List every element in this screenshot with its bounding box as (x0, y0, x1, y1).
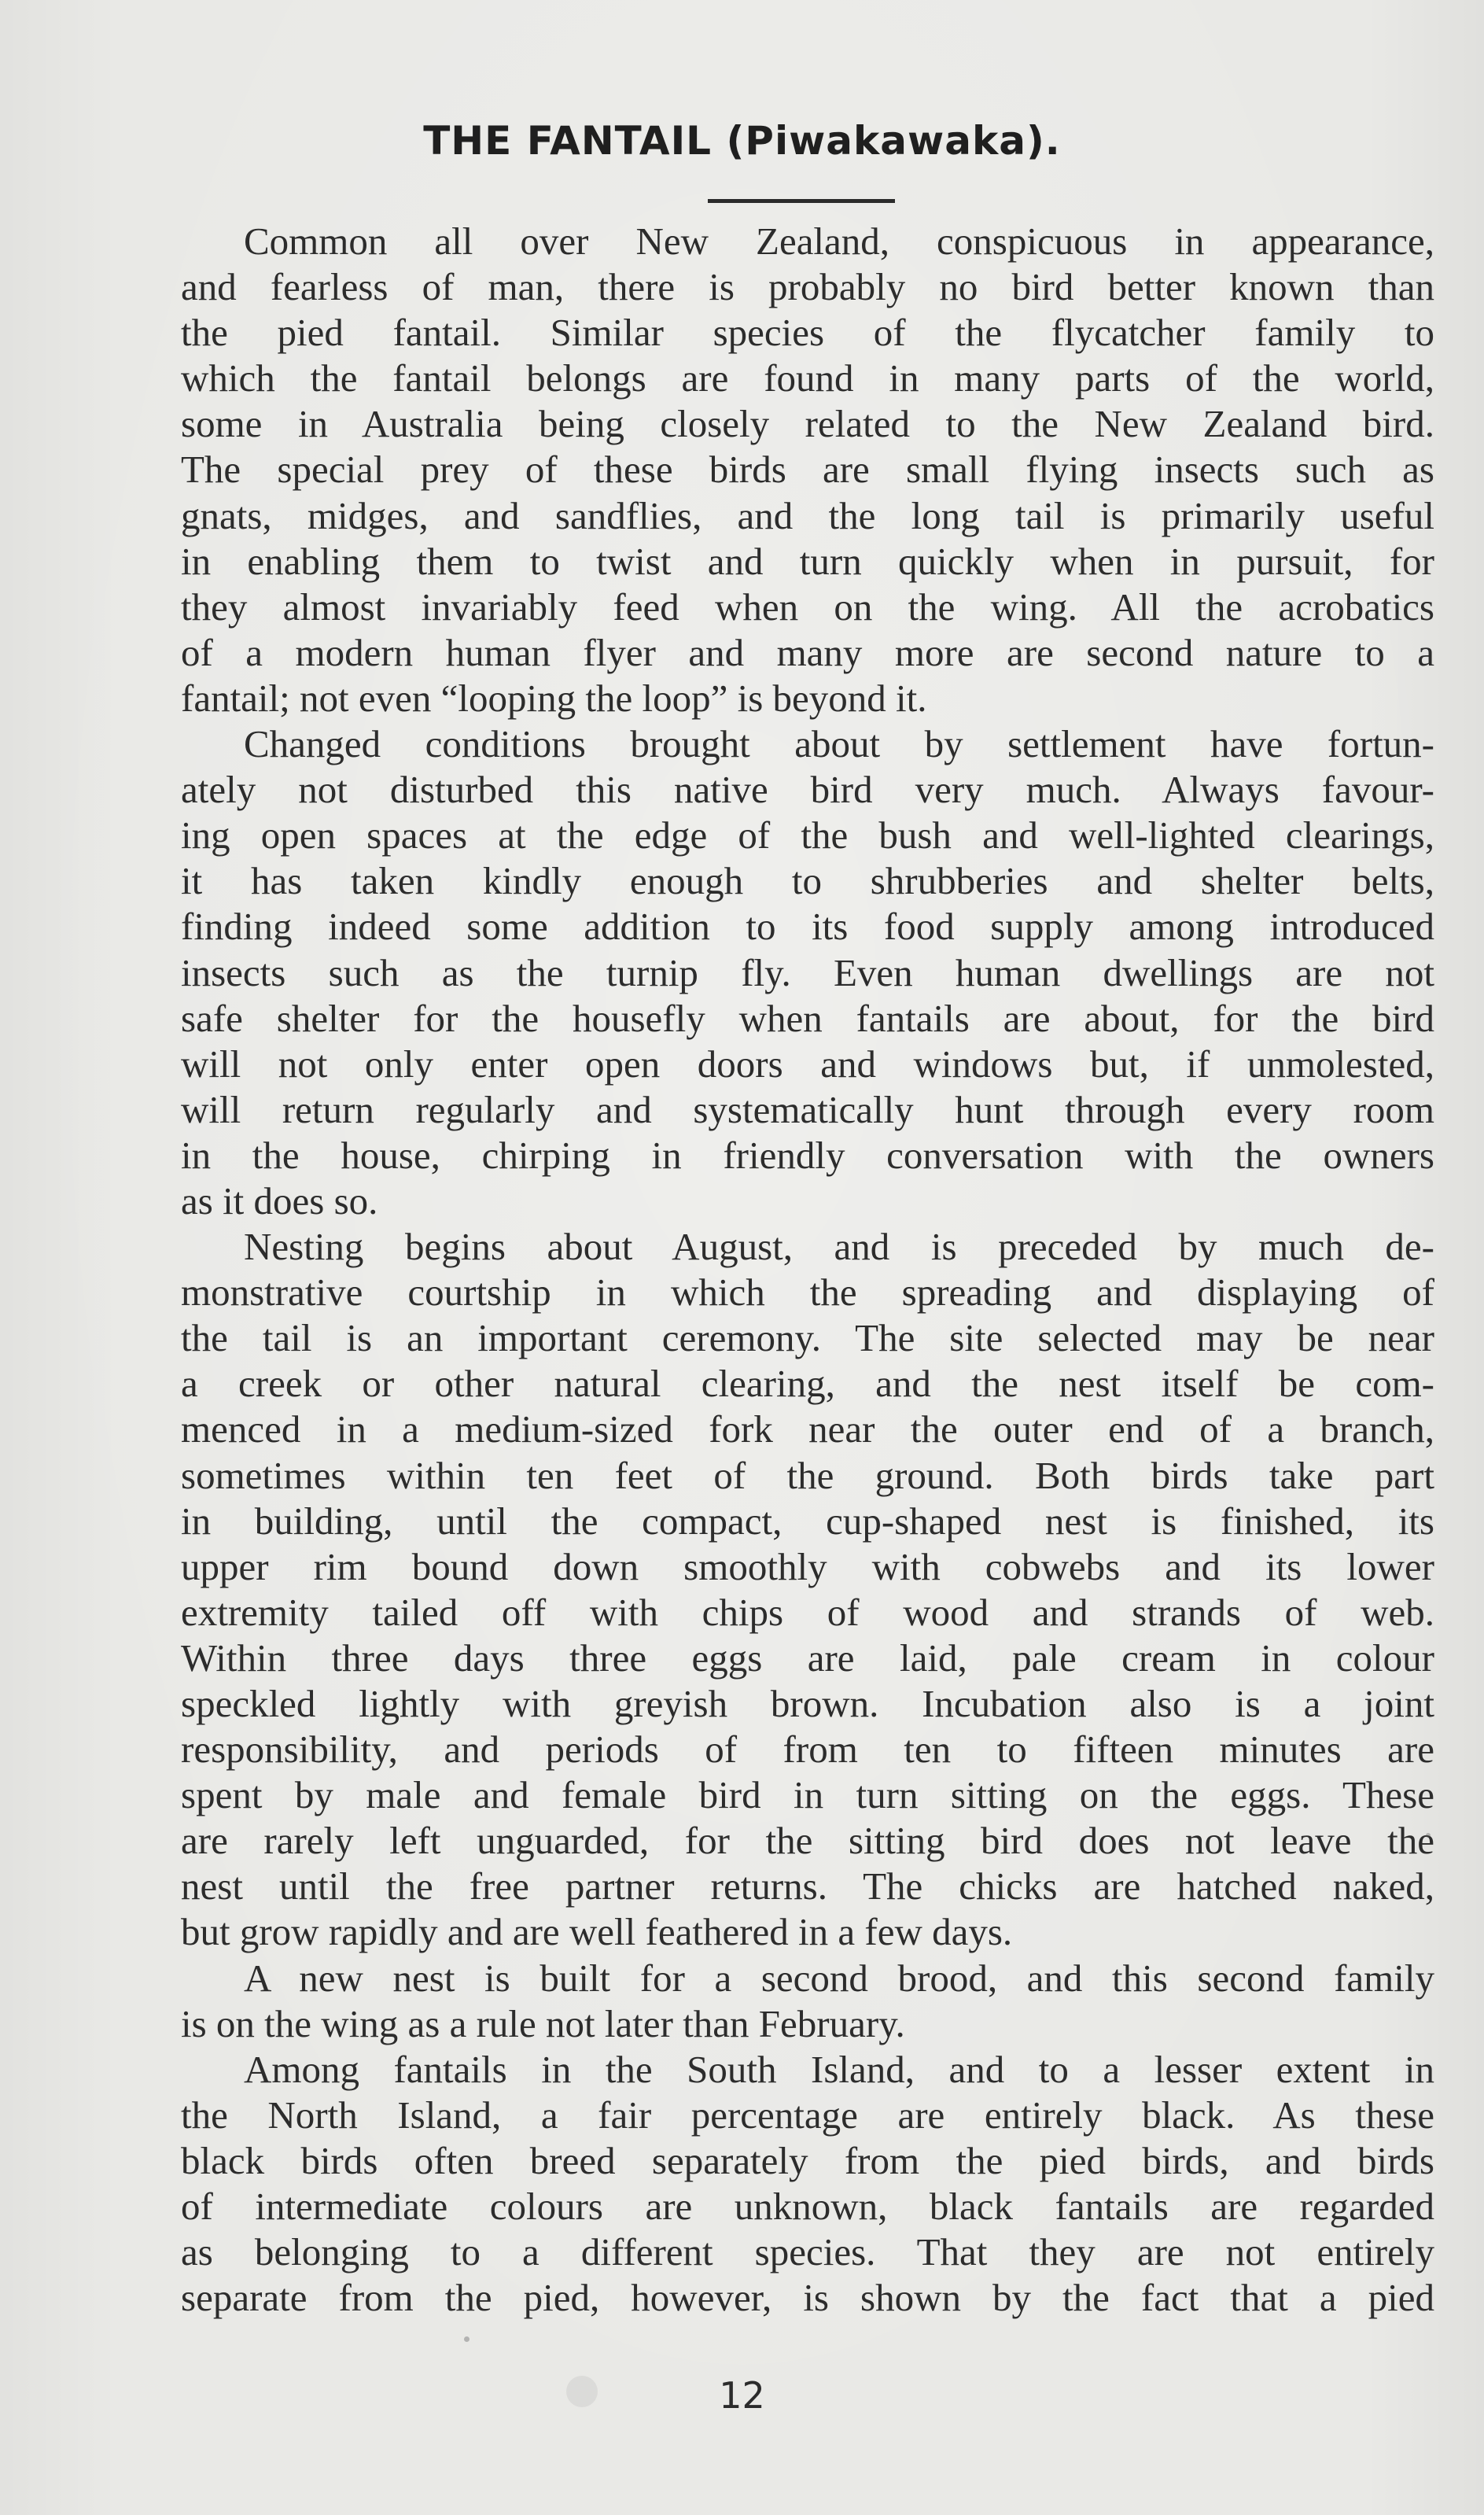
text-line: safe shelter for the housefly when fantails are about, for the bird (181, 996, 1434, 1040)
text-line: Among fantails in the South Island, and to a lesser extent in (244, 2047, 1434, 2091)
text-line: Common all over New Zealand, conspicuous in appearance, (244, 219, 1434, 263)
page-title: THE FANTAIL (Piwakawaka). (423, 118, 1061, 164)
text-line: but grow rapidly and are well feathered in a few days. (181, 1910, 1013, 1954)
text-line: will not only enter open doors and windows but, if unmolested, (181, 1042, 1434, 1086)
text-line: some in Australia being closely related to the New Zealand bird. (181, 402, 1434, 446)
text-line: are rarely left unguarded, for the sitting bird does not leave the (181, 1819, 1434, 1863)
text-line: Nesting begins about August, and is preceded by much de- (244, 1225, 1434, 1269)
text-line: as it does so. (181, 1178, 378, 1222)
text-line: ately not disturbed this native bird very much. Always favour- (181, 768, 1434, 812)
text-line: The special prey of these birds are small flying insects such as (181, 448, 1434, 492)
text-line: in enabling them to twist and turn quickly when in pursuit, for (181, 539, 1434, 583)
text-line: responsibility, and periods of from ten to fifteen minutes are (181, 1728, 1434, 1772)
text-line: insects such as the turnip fly. Even human dwellings are not (181, 950, 1434, 994)
text-line: the North Island, a fair percentage are entirely black. As these (181, 2093, 1434, 2137)
text-line: in building, until the compact, cup-shaped nest is finished, its (181, 1499, 1434, 1543)
body-text (181, 219, 1434, 2321)
text-line: the pied fantail. Similar species of the flycatcher family to (181, 311, 1434, 355)
text-line: spent by male and female bird in turn sitting on the eggs. These (181, 1773, 1434, 1817)
text-line: nest until the free partner returns. The chicks are hatched naked, (181, 1864, 1434, 1908)
text-line: Within three days three eggs are laid, pale cream in colour (181, 1635, 1434, 1680)
text-line: speckled lightly with greyish brown. Incubation also is a joint (181, 1682, 1434, 1725)
text-line: fantail; not even “looping the loop” is beyond it. (181, 676, 927, 720)
text-line: which the fantail belongs are found in many parts of the world, (181, 356, 1434, 400)
text-line: is on the wing as a rule not later than February. (181, 2001, 905, 2045)
text-line: of a modern human flyer and many more are second nature to a (181, 630, 1434, 674)
text-line: it has taken kindly enough to shrubberies and shelter belts, (181, 859, 1434, 903)
text-line: monstrative courtship in which the spreading and displaying of (181, 1270, 1434, 1315)
text-line: will return regularly and systematically hunt through every room (181, 1087, 1434, 1131)
text-line: ing open spaces at the edge of the bush and well-lighted clearings, (181, 813, 1434, 857)
text-line: they almost invariably feed when on the wing. All the acrobatics (181, 584, 1434, 629)
title-rule (708, 199, 895, 203)
text-line: finding indeed some addition to its food supply among introduced (181, 905, 1434, 949)
text-line: extremity tailed off with chips of wood and strands of web. (181, 1590, 1434, 1634)
paper-speck (1426, 1833, 1431, 1838)
text-line: A new nest is built for a second brood, and this second family (244, 1956, 1434, 2000)
paper-speck (464, 2336, 470, 2342)
text-line: as belonging to a different species. That they are not entirely (181, 2230, 1434, 2274)
text-line: a creek or other natural clearing, and the nest itself be com- (181, 1362, 1434, 1406)
text-line: the tail is an important ceremony. The site selected may be near (181, 1316, 1434, 1360)
text-line: of intermediate colours are unknown, black fantails are regarded (181, 2185, 1434, 2229)
text-line: sometimes within ten feet of the ground. Both birds take part (181, 1453, 1434, 1497)
text-line: in the house, chirping in friendly conversation with the owners (181, 1133, 1434, 1177)
text-line: and fearless of man, there is probably no bird better known than (181, 265, 1434, 309)
text-line: upper rim bound down smoothly with cobwebs and its lower (181, 1544, 1434, 1588)
paper-speck (566, 2376, 598, 2407)
text-line: menced in a medium-sized fork near the outer end of a branch, (181, 1407, 1434, 1451)
text-line: separate from the pied, however, is shown by the fact that a pied (181, 2276, 1434, 2320)
text-line: gnats, midges, and sandflies, and the long tail is primarily useful (181, 493, 1434, 537)
text-line: black birds often breed separately from the pied birds, and birds (181, 2138, 1434, 2182)
page-number: 12 (719, 2374, 765, 2417)
text-line: Changed conditions brought about by settlement have fortun- (244, 722, 1434, 766)
